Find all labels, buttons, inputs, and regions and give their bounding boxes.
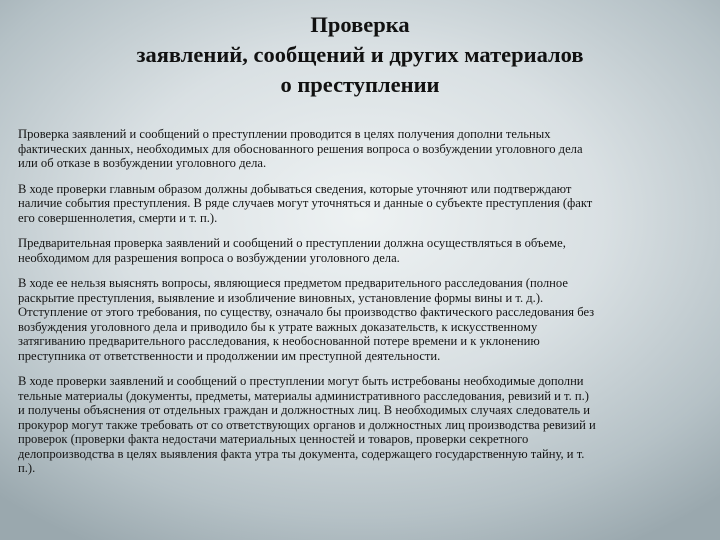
paragraph-information: В ходе проверки главным образом должны добываться сведения, которые уточняют или подтверждают наличие события преступления. В ряде случаев могут уточняться и данные о субъекте преступления (факт его совершеннолетия, смерти и т. п.). (18, 181, 593, 225)
slide-title (0, 10, 720, 100)
paragraph-limits: В ходе ее нельзя выяснять вопросы, являющиеся предметом предварительного расследования (полное раскрытие преступления, выявление и изобличение виновных, установление формы вины и т. д.). Отступление от этого требования, по существу, означало бы производство фактического расследования без возбуждения уголовного дела и приводило бы к утрате важных доказательств, к искусственному затягиванию предварительного расследования, к необоснованной потере времени и к уклонению преступника от ответственности и продолжении им преступной деятельности. (18, 276, 595, 363)
paragraph-scope: Предварительная проверка заявлений и сообщений о преступлении должна осуществляться в объеме, необходимом для разрешения вопроса о возбуждении уголовного дела. (18, 236, 566, 265)
slide-body (18, 127, 714, 476)
paragraph-materials: В ходе проверки заявлений и сообщений о преступлении могут быть истребованы необходимые дополни тельные материалы (документы, предметы, материалы административного расследования, ревизий и т. п.) и получены объяснения от отдельных граждан и должностных лиц. В необходимых случаях следователь и прокурор могут также требовать от со ответствующих органов и должностных лиц производства ревизий и проверок (проверки факта недостачи материальных ценностей и товаров, проверки секретного делопроизводства в целях выявления факта утра ты документа, содержащего государственную тайну, и т. п.). (18, 374, 596, 475)
title-line-2: заявлений, сообщений и других материалов (136, 42, 584, 67)
title-line-1: Проверка (310, 12, 410, 37)
title-line-3: о преступлении (280, 72, 440, 97)
paragraph-purpose: Проверка заявлений и сообщений о преступлении проводится в целях получения дополни тельных фактических данных, необходимых для обоснованного решения вопроса о возбуждении уголовного дела или об отказе в возбуждении уголовного дела. (18, 127, 583, 170)
